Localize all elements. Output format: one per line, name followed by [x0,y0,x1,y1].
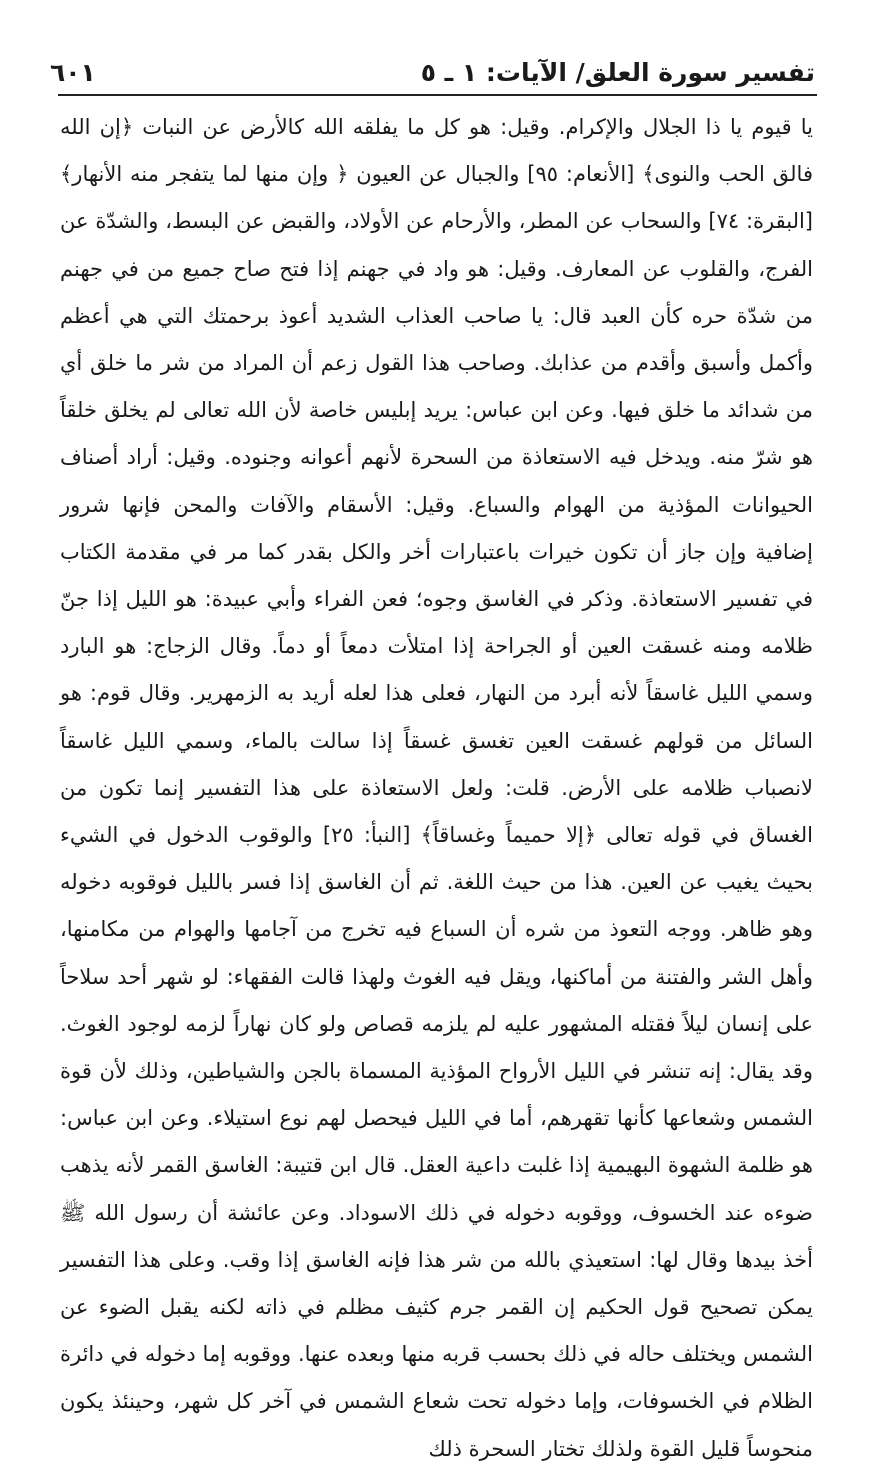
running-title: تفسير سورة العلق/ الآيات: ١ ـ ٥ [420,57,815,87]
page-number: ٦٠١ [50,57,96,87]
header-rule [58,94,817,96]
body-text [60,104,813,1461]
page-header [50,52,815,92]
body-paragraph: يا قيوم يا ذا الجلال والإكرام. وقيل: هو كل ما يفلقه الله كالأرض عن النبات ﴿إن الله فالق الحب والنوى﴾ [الأنعام: ٩٥] والجبال عن العيون ﴿ وإن منها لما يتفجر منه الأنهار﴾ [البقرة: ٧٤] والسحاب عن المطر، والأرحام عن الأولاد، والقبض عن البسط، والشدّة عن الفرج، والقلوب عن المعارف. وقيل: هو واد في جهنم إذا فتح صاح جميع من في جهنم من شدّة حره كأن العبد قال: يا صاحب العذاب الشديد أعوذ برحمتك التي هي أعظم وأكمل وأسبق وأقدم من عذابك. وصاحب هذا القول زعم أن المراد من شر ما خلق أي من شدائد ما خلق فيها. وعن ابن عباس: يريد إبليس خاصة لأن الله تعالى لم يخلق خلقاً هو شرّ منه. ويدخل فيه الاستعاذة من السحرة لأنهم أعوانه وجنوده. وقيل: أراد أصناف الحيوانات المؤذية من الهوام والسباع. وقيل: الأسقام والآفات والمحن فإنها شرور إضافية وإن جاز أن تكون خيرات باعتبارات أخر والكل بقدر كما مر في مقدمة الكتاب في تفسير الاستعاذة. وذكر في الغاسق وجوه؛ فعن الفراء وأبي عبيدة: هو الليل إذا جنّ ظلامه ومنه غسقت العين أو الجراحة إذا امتلأت دمعاً أو دماً. وقال الزجاج: هو البارد وسمي الليل غاسقاً لأنه أبرد من النهار، فعلى هذا لعله أريد به الزمهرير. وقال قوم: هو السائل من قولهم غسقت العين تغسق غسقاً إذا سالت بالماء، وسمي الليل غاسقاً لانصباب ظلامه على الأرض. قلت: ولعل الاستعاذة على هذا التفسير إنما تكون من الغساق في قوله تعالى ﴿إلا حميماً وغساقاً﴾ [النبأ: ٢٥] والوقوب الدخول في الشيء بحيث يغيب عن العين. هذا من حيث اللغة. ثم أن الغاسق إذا فسر بالليل فوقوبه دخوله وهو ظاهر. ووجه التعوذ من شره أن السباع فيه تخرج من آجامها والهوام من مكامنها، وأهل الشر والفتنة من أماكنها، ويقل فيه الغوث ولهذا قالت الفقهاء: لو شهر أحد سلاحاً على إنسان ليلاً فقتله المشهور عليه لم يلزمه قصاص ولو كان نهاراً لزمه لوجود الغوث. وقد يقال: إنه تنشر في الليل الأرواح المؤذية المسماة بالجن والشياطين، وذلك لأن قوة الشمس وشعاعها كأنها تقهرهم، أما في الليل فيحصل لهم نوع استيلاء. وعن ابن عباس: هو ظلمة الشهوة البهيمية إذا غلبت داعية العقل. قال ابن قتيبة: الغاسق القمر لأنه يذهب ضوءه عند الخسوف، ووقوبه دخوله في ذلك الاسوداد. وعن عائشة أن رسول الله ﷺ أخذ بيدها وقال لها: استعيذي بالله من شر هذا فإنه الغاسق إذا وقب. وعلى هذا التفسير يمكن تصحيح قول الحكيم إن القمر جرم كثيف مظلم في ذاته لكنه يقبل الضوء عن الشمس ويختلف حاله في ذلك بحسب قربه منها وبعده عنها. ووقوبه إما دخوله في دائرة الظلام في الخسوفات، وإما دخوله تحت شعاع الشمس في آخر كل شهر، وحينئذ يكون منحوساً قليل القوة ولذلك تختار السحرة ذلك [60,115,813,1461]
